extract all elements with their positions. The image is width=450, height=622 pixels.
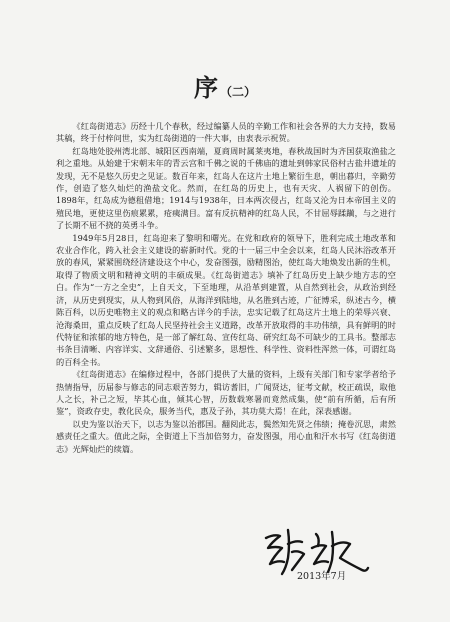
preface-body <box>56 120 396 455</box>
preface-title <box>0 68 450 103</box>
title-main: 序 <box>193 73 220 102</box>
paragraph: 以史为鉴以治天下，以志为鉴以治郡国。翻阅此志，鬓然知先贤之伟绩；掩卷沉思，肃然感责任之重大。值此之际，全街道上下当加倍努力，奋发图强，用心血和汗水书写《红岛街道志》光辉灿烂的续篇。 <box>56 418 396 454</box>
paragraph: 红岛地处胶州湾北部、城阳区西南端，夏商周时属莱夷地，春秋战国时为齐国获取渔盐之利之重地。从始建于宋朝末年的青云宫和千佛之说的千佛庙的遗址到韩家民俗村古盐井遗址的发现，无不是悠久历史之见证。数百年来，红岛人在这片土地上繁衍生息，朝出暮归，辛勤劳作，创造了悠久灿烂的渔盐文化。然而，在红岛的历史上，也有天灾、人祸留下的创伤。1898年，红岛成为德租借地；1914与1938年，日本两次侵占，红岛又沦为日本帝国主义的殖民地，更使这里伤痕累累，疮痍满目。富有反抗精神的红岛人民，不甘屈辱蹂躏，与之进行了长期不屈不挠的英勇斗争。 <box>56 145 396 231</box>
preface-date: 2013年7月 <box>297 571 347 582</box>
paragraph: 《红岛街道志》历经十几个春秋，经过编纂人员的辛勤工作和社会各界的大力支持，数易其稿，终于付梓问世，实为红岛街道的一件大事，由衷表示祝贺。 <box>56 121 396 144</box>
paragraph: 1949年5月28日，红岛迎来了黎明和曙光。在党和政府的领导下，胜利完成土地改革和农业合作化，跨入社会主义建设的崭新时代。党的十一届三中全会以来，红岛人民沐浴改革开放的春风，紧紧围绕经济建设这个中心，发奋图强，励精图治，使红岛大地焕发出新的生机，取得了物质文明和精神文明的丰硕成果。《红岛街道志》填补了红岛历史上缺少地方志的空白。作为“一方之全史”，上自天文，下至地理，从沿革到建置，从自然到社会，从政治到经济，从历史到现实，从人物到风俗，从海洋到陆地，从名胜到古迹，广征博采，纵述古今，横陈百科，以历史唯物主义的观点和略古详今的手法，忠实记载了红岛这片土地上的荣辱兴衰、沧海桑田，重点反映了红岛人民坚持社会主义道路，改革开放取得的丰功伟绩，具有鲜明的时代特征和浓郁的地方特色，是一部了解红岛、宣传红岛、研究红岛不可缺少的工具书。整部志书条目清晰、内容详实、文辞通俗、引述繁多，思想性、科学性、资料性浑然一体，可谓红岛的百科全书。 <box>56 232 396 367</box>
paragraph: 《红岛街道志》在编修过程中，各部门提供了大量的资料，上级有关部门和专家学者给予热情指导，历届参与修志的同志艰苦努力，辑访耆旧，广闻贤达，征考文献，校正疏误，取他人之长，补己之短，毕其心血，倾其心智，历数载寒暑而竟然成集，使“前有所循，后有所鉴”，资政存史，教化民众，服务当代，惠及子孙，其功莫大焉！在此，深表感谢。 <box>56 369 396 417</box>
title-subtitle: （二） <box>219 85 256 99</box>
